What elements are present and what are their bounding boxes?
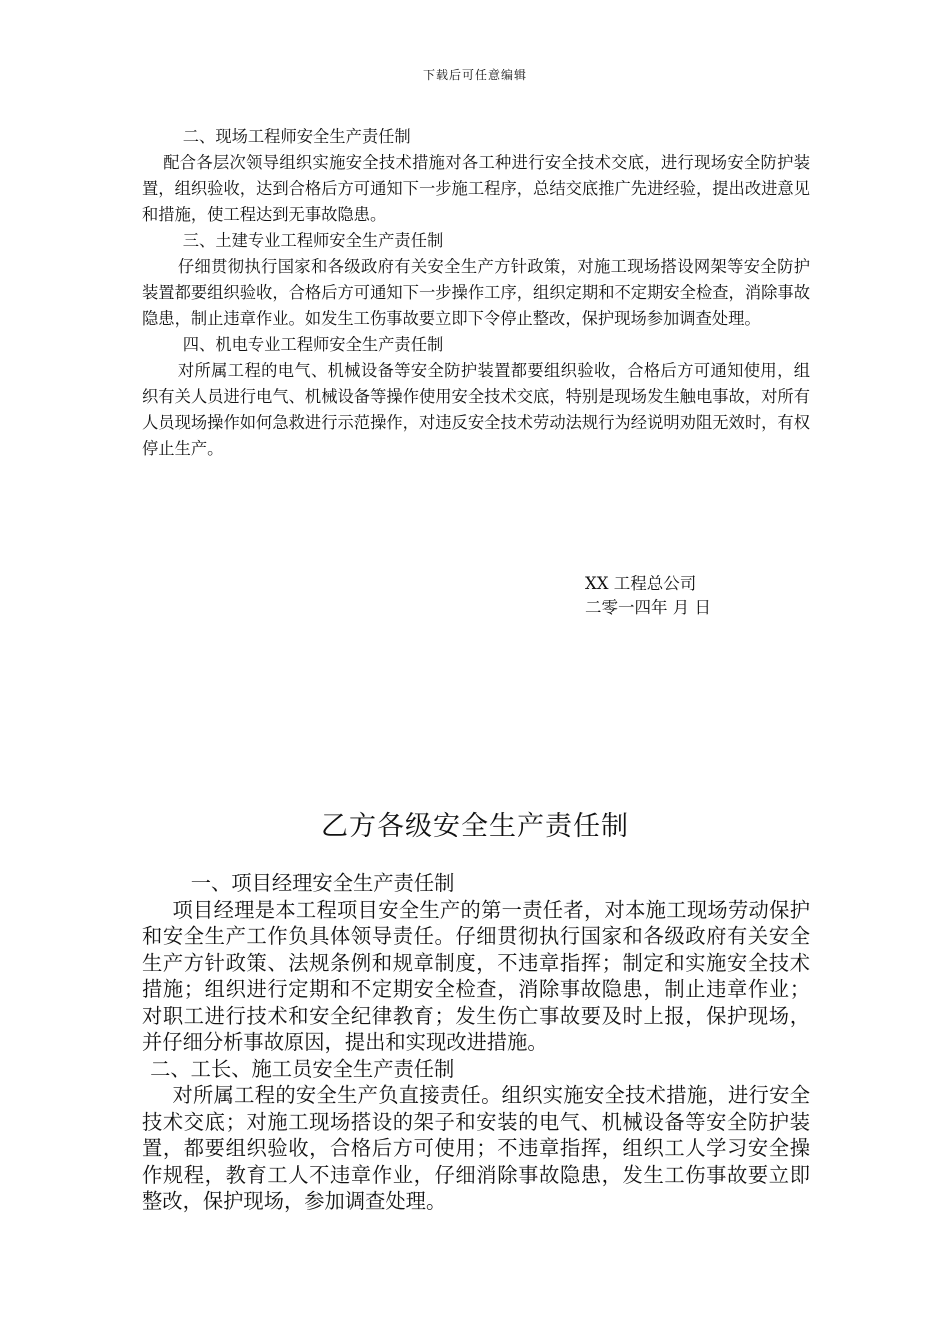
paragraph-mech-elec-engineer: 对所属工程的电气、机械设备等安全防护装置都要组织验收，合格后方可通知使用，组织有关人员进行电气、机械设备等操作使用安全技术交底，特别是现场发生触电事故，对所有人员现场操作如何急救进行示范操作，对违反安全技术劳动法规行为经说明劝阻无效时，有权停止生产。 bbox=[142, 361, 810, 458]
heading-foreman: 二、工长、施工员安全生产责任制 bbox=[150, 1056, 455, 1081]
section-2-title: 乙方各级安全生产责任制 bbox=[321, 811, 629, 842]
signature-date: 二零一四年 月 日 bbox=[585, 598, 711, 617]
paragraph-civil-engineer: 仔细贯彻执行国家和各级政府有关安全生产方针政策，对施工现场搭设网架等安全防护装置都要组织验收，合格后方可通知下一步操作工序，组织定期和不定期安全检查，消除事故隐患，制止违章作业。如发生工伤事故要立即下令停止整改，保护现场参加调查处理。 bbox=[142, 257, 810, 328]
paragraph-foreman: 对所属工程的安全生产负直接责任。组织实施安全技术措施，进行安全技术交底；对施工现场搭设的架子和安装的电气、机械设备等安全防护装置，都要组织验收，合格后方可使用；不违章指挥，组织工人学习安全操作规程，教育工人不违章作业，仔细消除事故隐患，发生工伤事故要立即整改，保护现场，参加调查处理。 bbox=[142, 1083, 810, 1213]
heading-site-engineer: 二、现场工程师安全生产责任制 bbox=[182, 127, 411, 146]
paragraph-site-engineer: 配合各层次领导组织实施安全技术措施对各工种进行安全技术交底，进行现场安全防护装置，组织验收，达到合格后方可通知下一步施工程序，总结交底推广先进经验，提出改进意见和措施，使工程达到无事故隐患。 bbox=[142, 153, 810, 224]
section-1 bbox=[142, 124, 810, 462]
heading-mech-elec-engineer: 四、机电专业工程师安全生产责任制 bbox=[182, 335, 444, 354]
heading-civil-engineer: 三、土建专业工程师安全生产责任制 bbox=[182, 231, 444, 250]
signature-company: XX 工程总公司 bbox=[585, 574, 697, 593]
heading-project-manager: 一、项目经理安全生产责任制 bbox=[190, 871, 455, 895]
paragraph-project-manager: 项目经理是本工程项目安全生产的第一责任者，对本施工现场劳动保护和安全生产工作负具体领导责任。仔细贯彻执行国家和各级政府有关安全生产方针政策、法规条例和规章制度，不违章指挥；制定和实施安全技术措施；组织进行定期和不定期安全检查，消除事故隐患，制止违章作业；对职工进行技术和安全纪律教育；发生伤亡事故要及时上报，保护现场，并仔细分析事故原因，提出和实现改进措施。 bbox=[142, 897, 810, 1054]
header-note: 下载后可任意编辑 bbox=[422, 68, 527, 82]
section-2 bbox=[142, 870, 810, 1215]
